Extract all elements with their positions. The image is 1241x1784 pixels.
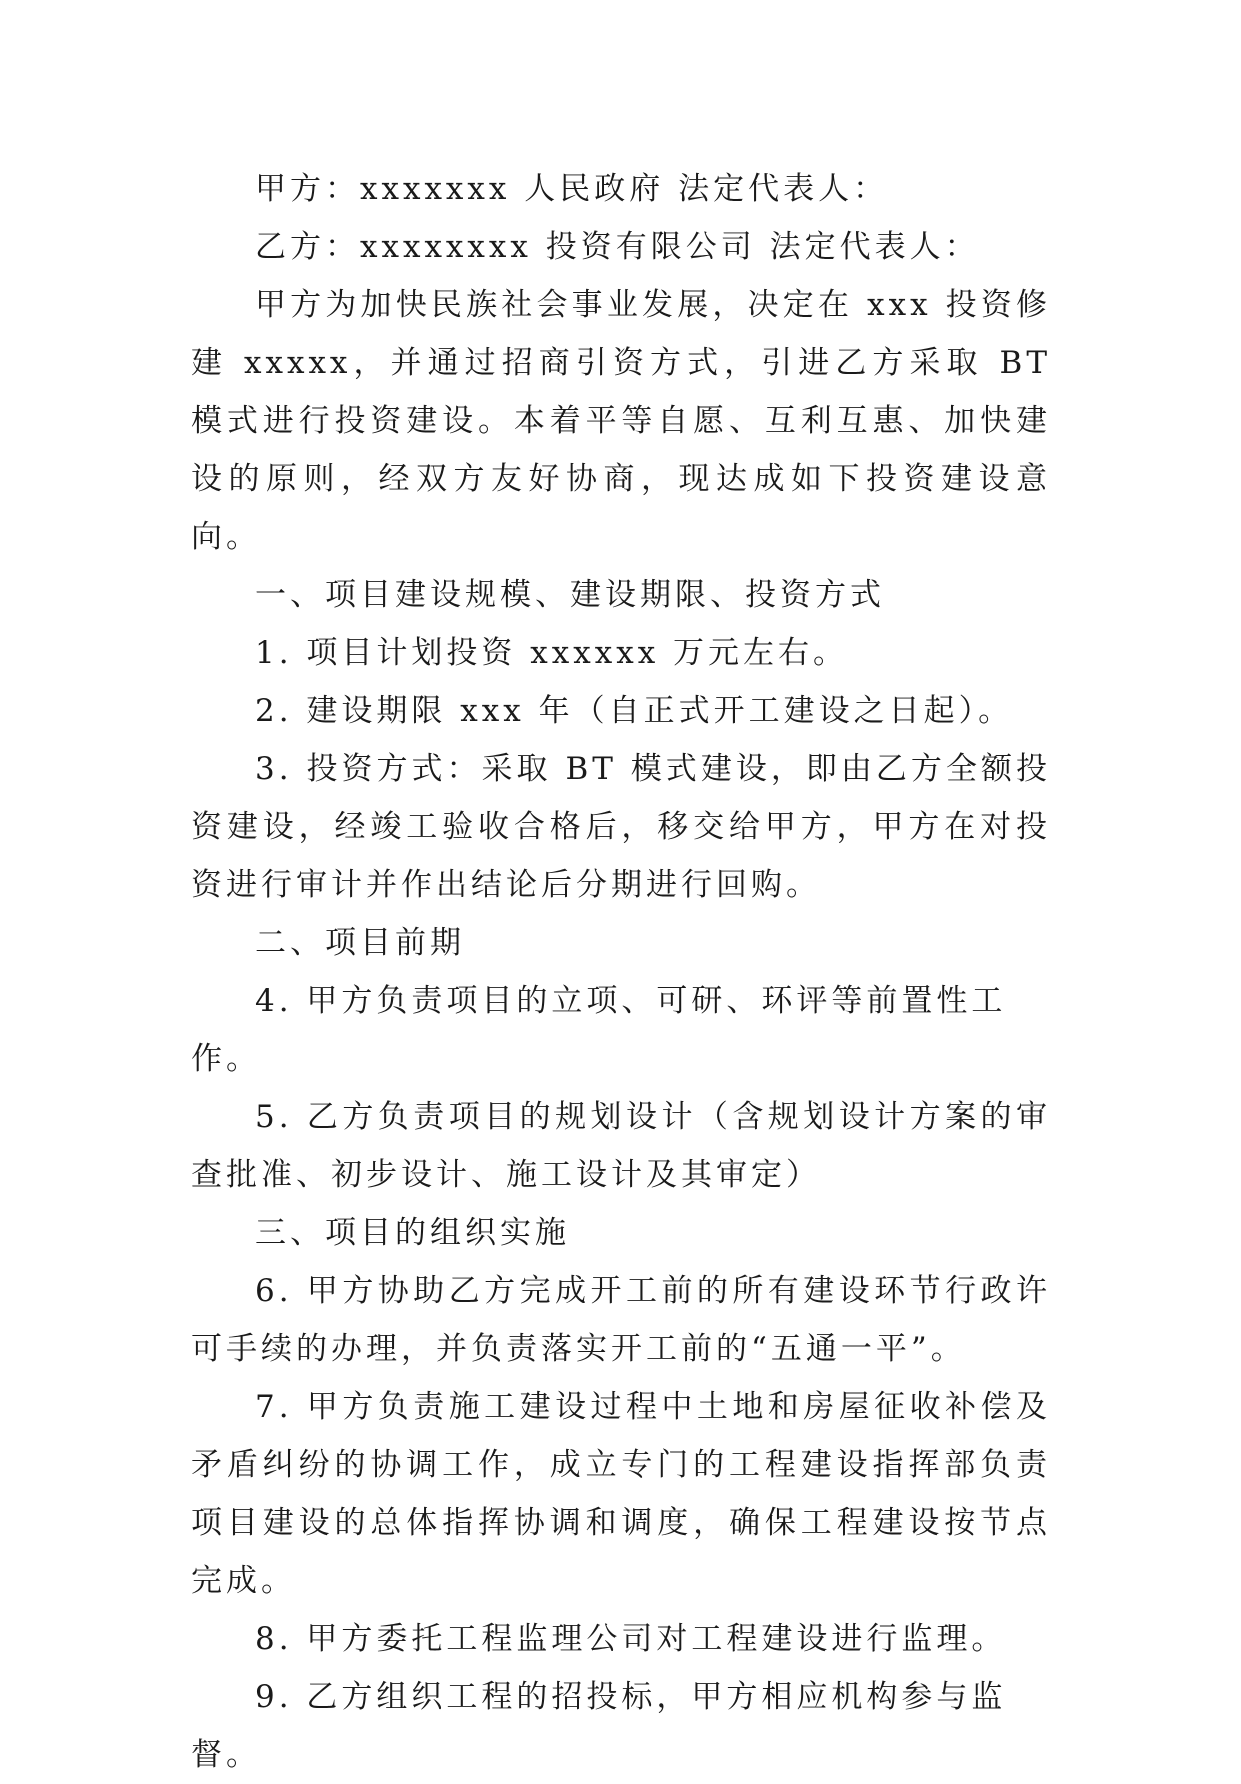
clause-5: 5. 乙方负责项目的规划设计（含规划设计方案的审查批准、初步设计、施工设计及其审定） [191, 1099, 1051, 1193]
section-heading-2: 二、项目前期 [255, 925, 465, 961]
clause-4: 4. 甲方负责项目的立项、可研、环评等前置性工作。 [191, 983, 1007, 1077]
clause-1: 1. 项目计划投资 xxxxxx 万元左右。 [255, 635, 849, 671]
section-heading-1: 一、项目建设规模、建设期限、投资方式 [255, 577, 885, 613]
clause-6: 6. 甲方协助乙方完成开工前的所有建设环节行政许可手续的办理，并负责落实开工前的“五通一平”。 [191, 1273, 1051, 1367]
document-body [191, 160, 1051, 1784]
party-a-line: 甲方：xxxxxxx 人民政府 法定代表人： [255, 171, 889, 207]
section-heading-3: 三、项目的组织实施 [255, 1215, 570, 1251]
clause-3: 3. 投资方式：采取 BT 模式建设，即由乙方全额投资建设，经竣工验收合格后，移交给甲方，甲方在对投资进行审计并作出结论后分期进行回购。 [191, 751, 1051, 903]
clause-7: 7. 甲方负责施工建设过程中土地和房屋征收补偿及矛盾纠纷的协调工作，成立专门的工程建设指挥部负责项目建设的总体指挥协调和调度，确保工程建设按节点完成。 [191, 1389, 1051, 1599]
clause-2: 2. 建设期限 xxx 年（自正式开工建设之日起）。 [255, 693, 1014, 729]
clause-9: 9. 乙方组织工程的招投标，甲方相应机构参与监督。 [191, 1679, 1007, 1773]
clause-8: 8. 甲方委托工程监理公司对工程建设进行监理。 [255, 1621, 1007, 1657]
intro-paragraph: 甲方为加快民族社会事业发展，决定在 xxx 投资修建 xxxxx，并通过招商引资方式，引进乙方采取 BT 模式进行投资建设。本着平等自愿、互利互惠、加快建设的原则，经双方友好协商，现达成如下投资建设意向。 [191, 287, 1052, 555]
party-b-line: 乙方：xxxxxxxx 投资有限公司 法定代表人： [255, 229, 980, 265]
